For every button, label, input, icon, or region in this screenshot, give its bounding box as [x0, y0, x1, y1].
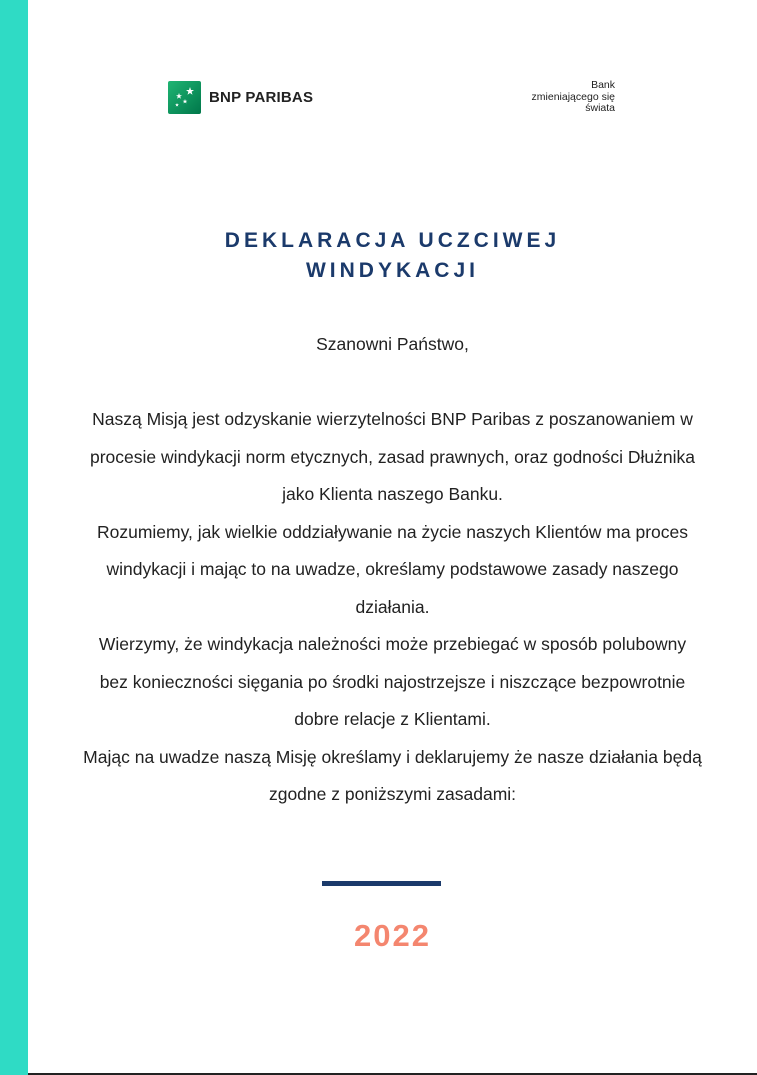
document-year: 2022: [354, 918, 431, 953]
body-line: Wierzymy, że windykacja należności może przebiegać w sposób polubowny: [98, 634, 687, 654]
tagline-line: świata: [585, 102, 615, 114]
body-paragraphs: [14, 401, 757, 814]
body-line: działania.: [355, 596, 430, 617]
logo-stars-icon: [168, 81, 201, 114]
body-line: zgodne z poniższymi zasadami:: [268, 784, 517, 804]
body-line: dobre relacje z Klientami.: [294, 709, 491, 729]
body-line: jako Klienta naszego Banku.: [282, 484, 503, 504]
document-title: [28, 226, 757, 286]
body-line: Rozumiemy, jak wielkie oddziaływanie na życie naszych Klientów ma proces: [96, 521, 689, 542]
body-line: bez konieczności sięgania po środki najostrzejsze i niszczące bezpowrotnie: [99, 671, 686, 692]
logo-wordmark: BNP PARIBAS: [209, 89, 314, 106]
body-line: Naszą Misją jest odzyskanie wierzytelności BNP Paribas z poszanowaniem w: [92, 409, 693, 429]
tagline-line: zmieniającego się: [531, 90, 615, 103]
body-line: windykacji i mając to na uwadze, określamy podstawowe zasady naszego: [106, 559, 679, 579]
section-divider: [322, 881, 441, 886]
bnp-paribas-logo: [168, 81, 313, 114]
title-line: DEKLARACJA UCZCIWEJ: [224, 229, 561, 252]
bank-tagline: [505, 80, 615, 115]
body-line: procesie windykacji norm etycznych, zasad prawnych, oraz godności Dłużnika: [90, 446, 695, 467]
body-line: Mając na uwadze naszą Misję określamy i deklarujemy że nasze działania będą: [83, 746, 702, 767]
greeting: Szanowni Państwo,: [316, 334, 469, 354]
tagline-line: Bank: [591, 79, 615, 91]
title-line: WINDYKACJI: [305, 259, 479, 282]
